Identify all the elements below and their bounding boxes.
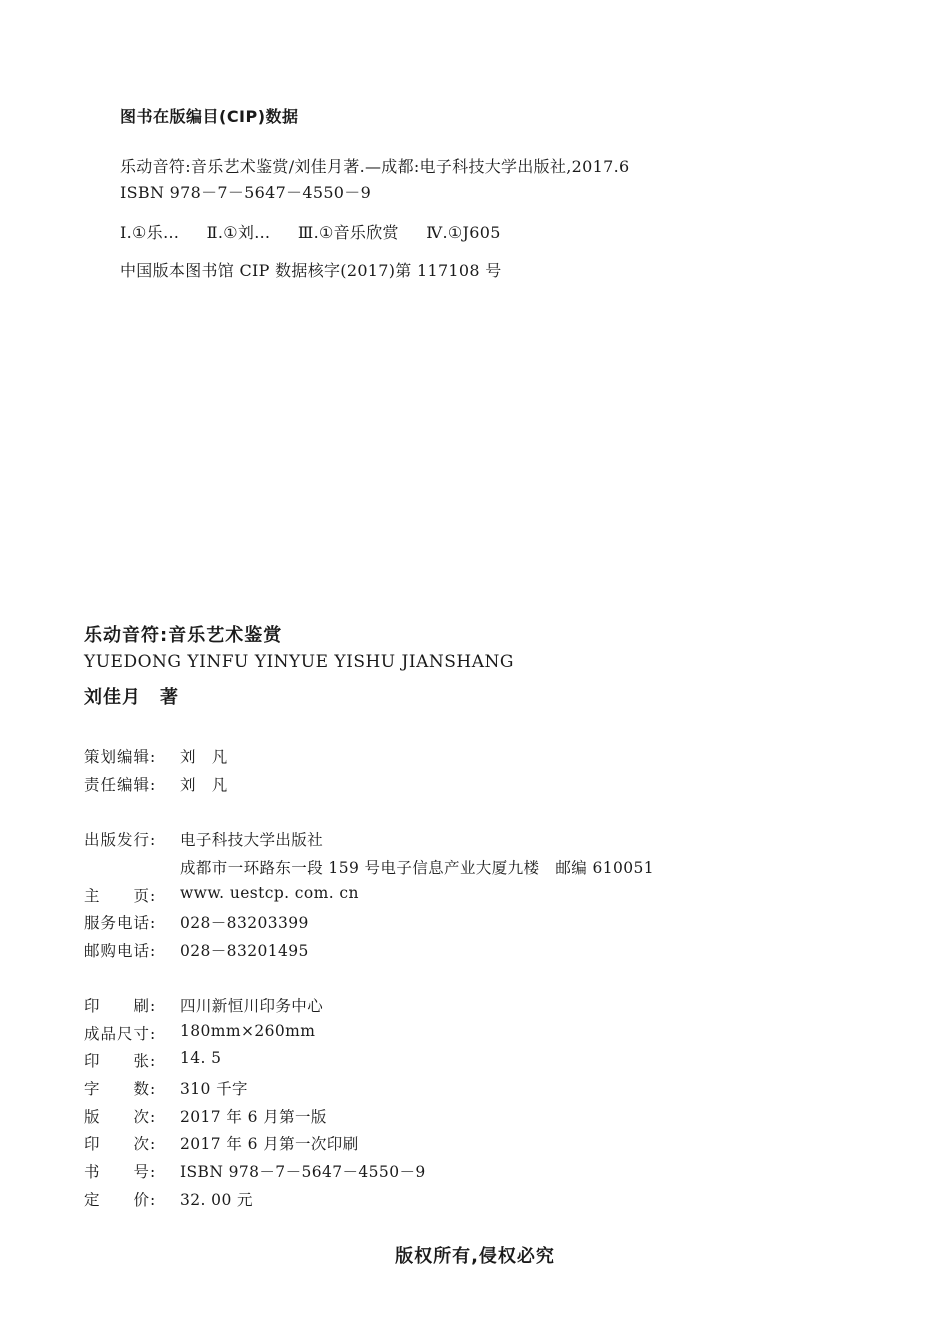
mail-phone-value: 028－83201495 <box>180 942 309 960</box>
edition-label: 版 次: <box>84 1108 157 1126</box>
price-label: 定 价: <box>84 1191 157 1209</box>
printing-label: 印 刷: <box>84 997 157 1015</box>
words-value: 310 千字 <box>180 1080 248 1098</box>
publisher-row <box>84 828 323 850</box>
publisher-address: 成都市一环路东一段 159 号电子信息产业大厦九楼 邮编 610051 <box>180 859 655 877</box>
cip-isbn-line: ISBN 978－7－5647－4550－9 <box>120 183 372 202</box>
cip-bibliographic-line: 乐动音符:音乐艺术鉴赏/刘佳月著.—成都:电子科技大学出版社,2017.6 <box>120 157 630 176</box>
book-pinyin-title: YUEDONG YINFU YINYUE YISHU JIANSHANG <box>84 652 514 672</box>
edition-row <box>84 1105 327 1127</box>
classification-item: Ⅰ.①乐… <box>120 223 180 242</box>
cip-classification <box>120 220 523 243</box>
words-row <box>84 1077 248 1099</box>
cip-heading: 图书在版编目(CIP)数据 <box>120 107 299 126</box>
publisher-label: 出版发行: <box>84 831 157 849</box>
service-phone-value: 028－83203399 <box>180 914 309 932</box>
words-label: 字 数: <box>84 1080 157 1098</box>
mail-phone-label: 邮购电话: <box>84 942 157 960</box>
price-row <box>84 1188 253 1210</box>
printing-row <box>84 994 323 1016</box>
planning-editor-value: 刘 凡 <box>180 748 228 766</box>
responsible-editor-label: 责任编辑: <box>84 776 157 794</box>
book-author: 刘佳月 著 <box>84 687 179 708</box>
classification-item: Ⅲ.①音乐欣赏 <box>297 223 399 242</box>
printing-value: 四川新恒川印务中心 <box>180 997 324 1015</box>
responsible-editor-value: 刘 凡 <box>180 776 228 794</box>
isbn-row <box>84 1160 426 1182</box>
mail-phone-row <box>84 939 309 961</box>
planning-editor-row <box>84 745 228 767</box>
sheets-label: 印 张: <box>84 1052 157 1070</box>
isbn-label: 书 号: <box>84 1163 157 1181</box>
homepage-label: 主 页: <box>84 887 157 905</box>
size-value: 180mm×260mm <box>180 1022 316 1040</box>
copyright-notice: 版权所有,侵权必究 <box>395 1246 555 1267</box>
responsible-editor-row <box>84 773 228 795</box>
classification-item: Ⅱ.①刘… <box>206 223 271 242</box>
service-phone-label: 服务电话: <box>84 914 157 932</box>
impression-value: 2017 年 6 月第一次印刷 <box>180 1135 359 1153</box>
impression-row <box>84 1132 359 1154</box>
sheets-row <box>84 1049 221 1071</box>
isbn-value: ISBN 978－7－5647－4550－9 <box>180 1163 426 1181</box>
planning-editor-label: 策划编辑: <box>84 748 157 766</box>
homepage-value: www. uestcp. com. cn <box>180 884 359 902</box>
service-phone-row <box>84 911 309 933</box>
size-row <box>84 1022 315 1044</box>
classification-item: Ⅳ.①J605 <box>426 223 501 242</box>
impression-label: 印 次: <box>84 1135 157 1153</box>
publisher-name: 电子科技大学出版社 <box>180 831 324 849</box>
sheets-value: 14. 5 <box>180 1049 222 1067</box>
homepage-row <box>84 884 359 906</box>
cip-number-line: 中国版本图书馆 CIP 数据核字(2017)第 117108 号 <box>120 261 502 280</box>
price-value: 32. 00 元 <box>180 1191 253 1209</box>
size-label: 成品尺寸: <box>84 1025 157 1043</box>
book-title: 乐动音符:音乐艺术鉴赏 <box>84 625 283 646</box>
edition-value: 2017 年 6 月第一版 <box>180 1108 327 1126</box>
